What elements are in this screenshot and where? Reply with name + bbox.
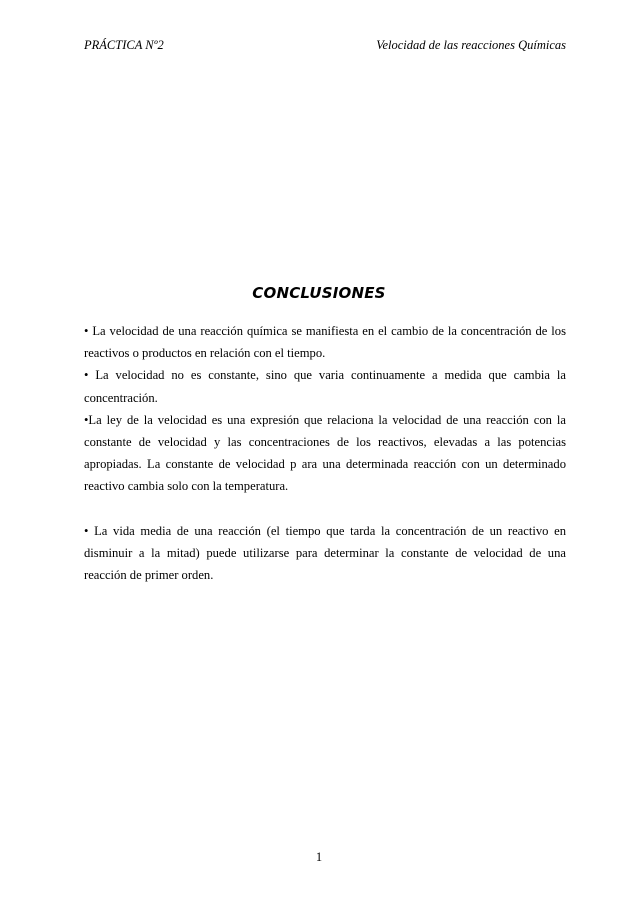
page-header: [84, 38, 566, 56]
conclusions-body: [84, 320, 566, 586]
conclusion-paragraph-1: • La velocidad de una reacción química se manifiesta en el cambio de la concentración de los reactivos o productos en relación con el tiempo.: [84, 324, 566, 361]
conclusion-paragraph-4: • La vida media de una reacción (el tiempo que tarda la concentración de un reactivo en disminuir a la mitad) puede utilizarse para determinar la constante de velocidad de una reacción de primer orden.: [84, 523, 566, 583]
conclusion-paragraph-2: • La velocidad no es constante, sino que varia continuamente a medida que cambia la concentración.: [84, 368, 566, 405]
section-title: CONCLUSIONES: [252, 284, 386, 302]
header-practice-label: PRÁCTICA Nº2: [84, 38, 164, 52]
page-number: 1: [315, 850, 323, 864]
paragraph-spacer: [84, 498, 566, 520]
header-document-title: Velocidad de las reacciones Químicas: [376, 38, 566, 52]
conclusion-paragraph-3: •La ley de la velocidad es una expresión que relaciona la velocidad de una reacción con la constante de velocidad y las concentraciones de los reactivos, elevadas a las potencias apropiadas. La constante de velocidad p ara una determinada reacción con un determinado reactivo cambia solo con la temperatura.: [84, 412, 566, 494]
